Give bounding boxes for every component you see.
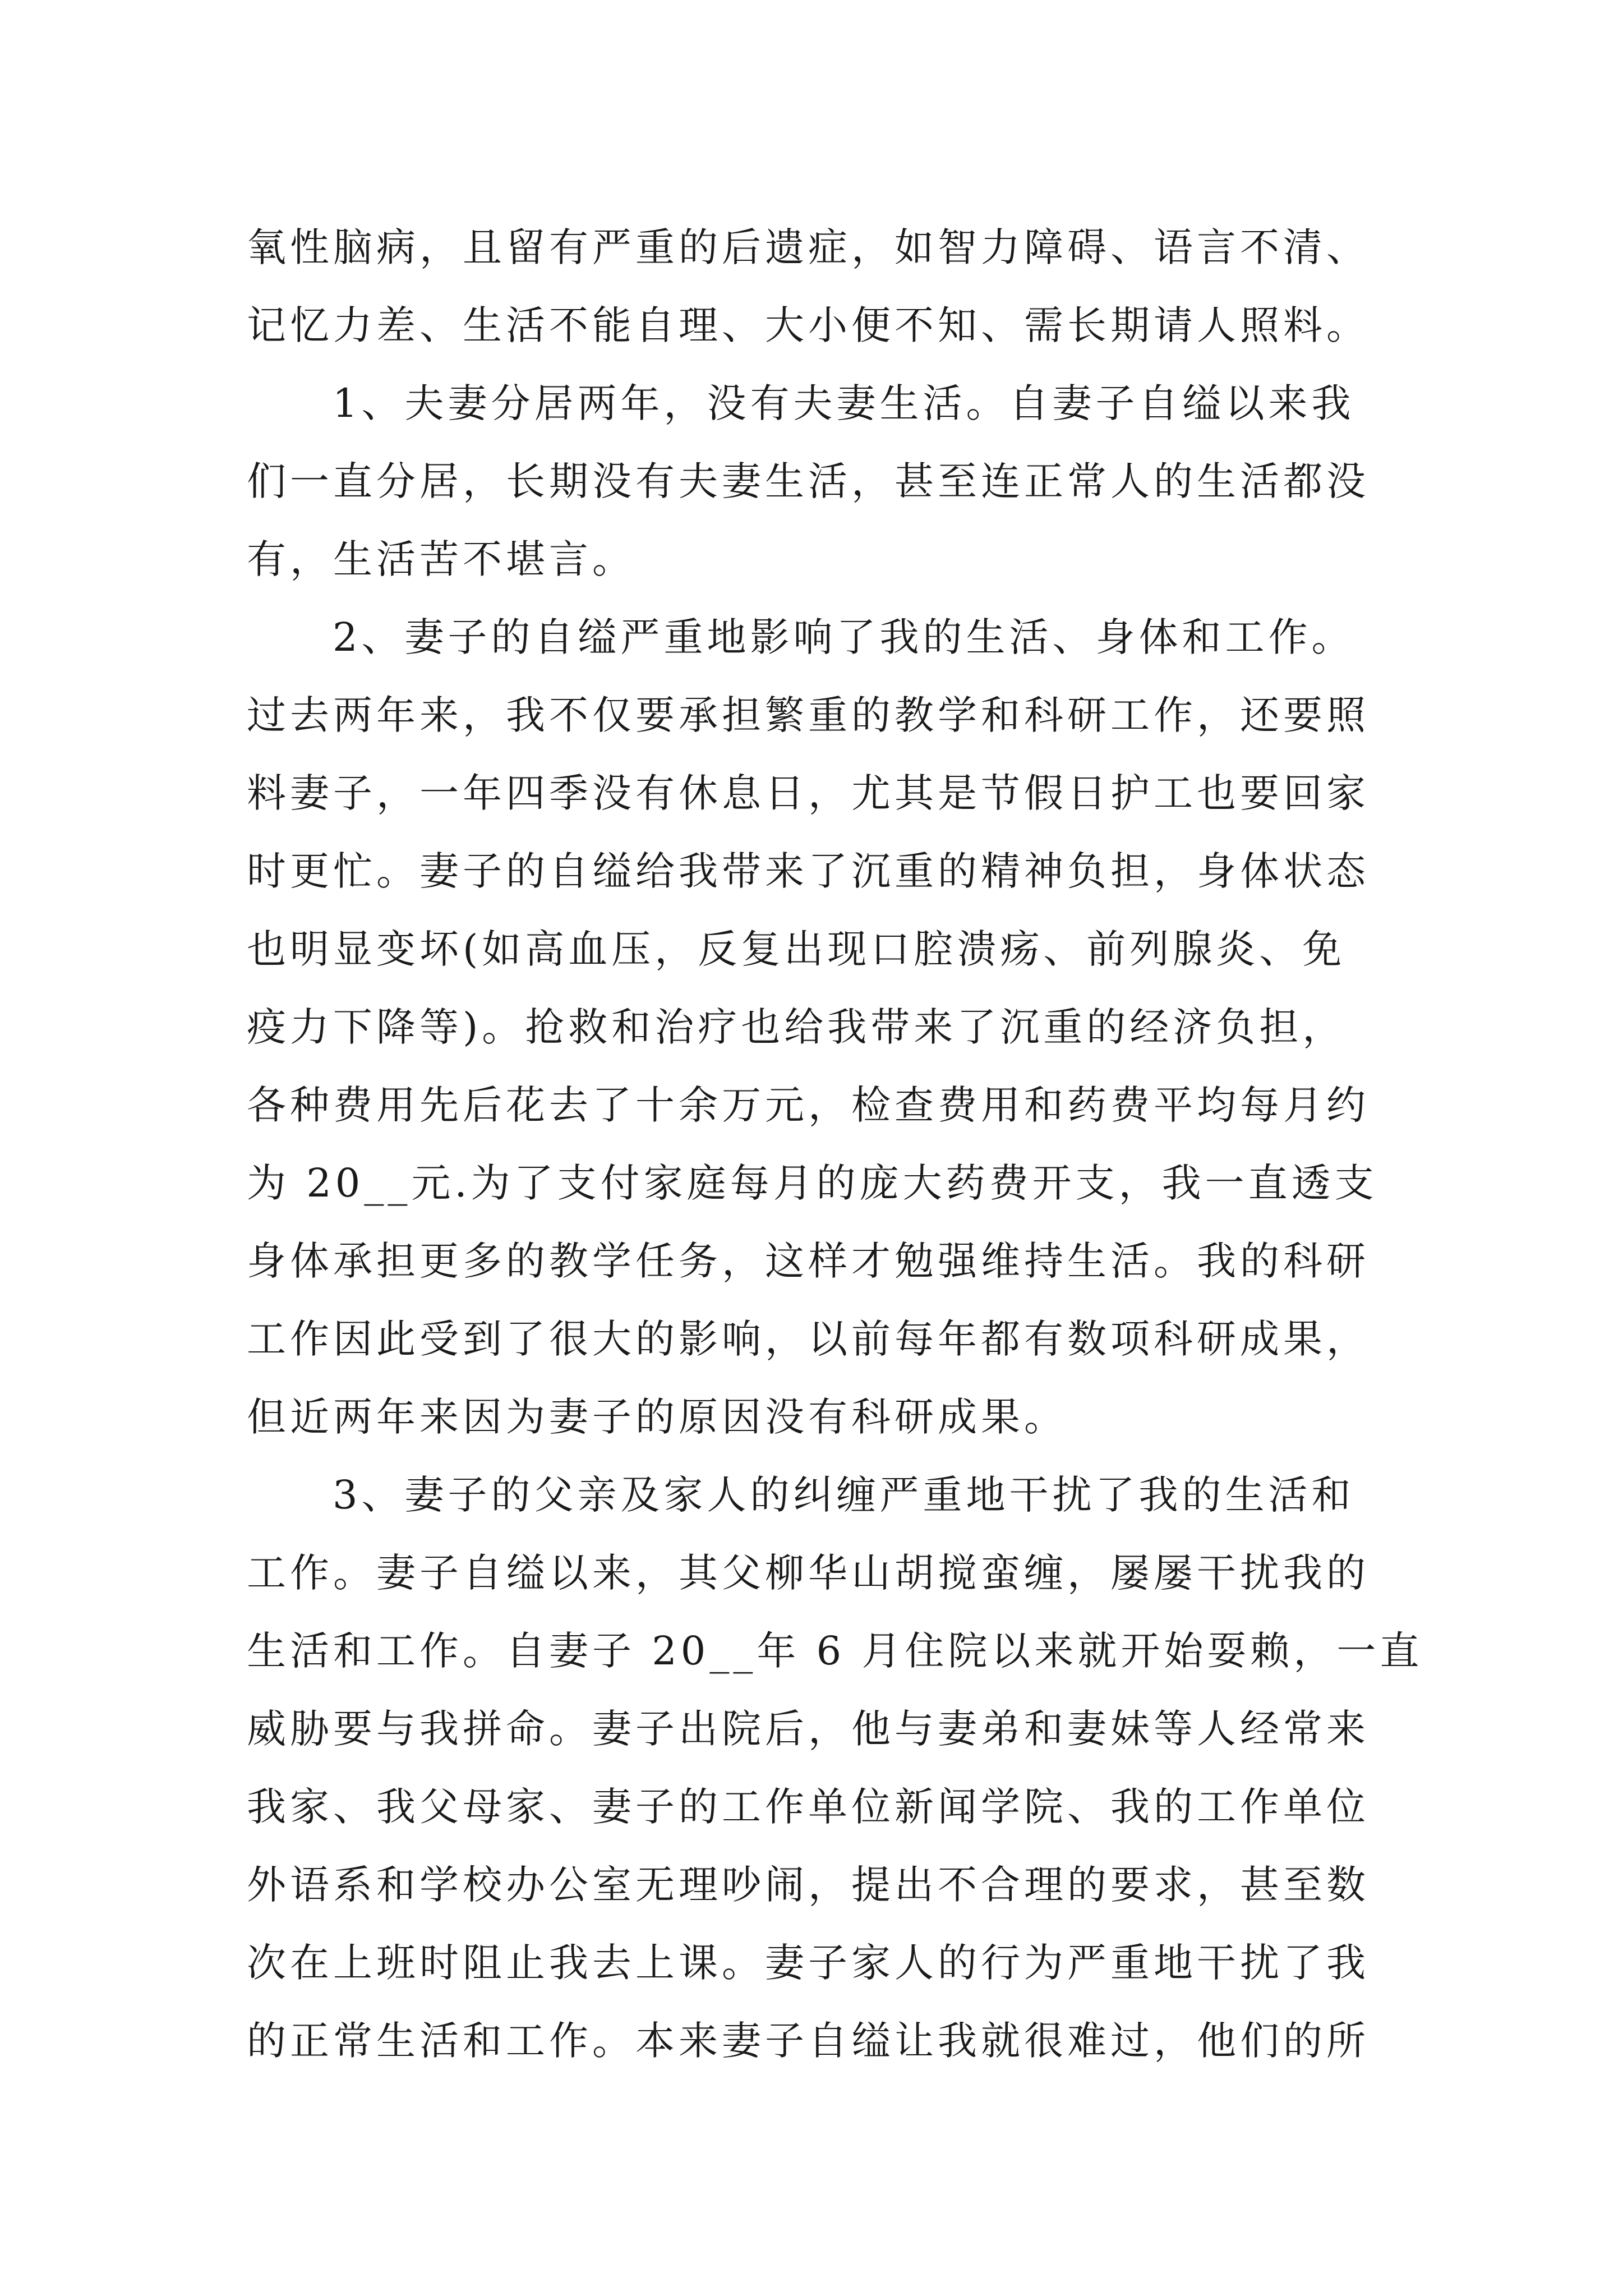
text-line: 3、妻子的父亲及家人的纠缠严重地干扰了我的生活和 xyxy=(333,1472,1355,1518)
text-line: 1、夫妻分居两年，没有夫妻生活。自妻子自缢以来我 xyxy=(333,380,1355,426)
text-line: 记忆力差、生活不能自理、大小便不知、需长期请人照料。 xyxy=(247,302,1370,348)
text-line: 的正常生活和工作。本来妻子自缢让我就很难过，他们的所 xyxy=(247,2018,1370,2064)
text-line: 但近两年来因为妻子的原因没有科研成果。 xyxy=(247,1394,1067,1440)
text-line: 过去两年来，我不仅要承担繁重的教学和科研工作，还要照 xyxy=(247,692,1370,738)
text-line: 工作。妻子自缢以来，其父柳华山胡搅蛮缠，屡屡干扰我的 xyxy=(247,1550,1370,1596)
text-line: 们一直分居，长期没有夫妻生活，甚至连正常人的生活都没 xyxy=(247,458,1370,504)
text-line: 氧性脑病，且留有严重的后遗症，如智力障碍、语言不清、 xyxy=(247,224,1370,270)
text-line: 2、妻子的自缢严重地影响了我的生活、身体和工作。 xyxy=(333,614,1355,660)
text-line: 料妻子，一年四季没有休息日，尤其是节假日护工也要回家 xyxy=(247,770,1370,816)
text-line: 也明显变坏(如高血压，反复出现口腔溃疡、前列腺炎、免 xyxy=(247,926,1346,972)
text-line: 生活和工作。自妻子 20__年 6 月住院以来就开始耍赖，一直 xyxy=(247,1628,1423,1674)
document-body xyxy=(247,209,1423,2080)
text-line: 外语系和学校办公室无理吵闹，提出不合理的要求，甚至数 xyxy=(247,1862,1370,1908)
text-line: 各种费用先后花去了十余万元，检查费用和药费平均每月约 xyxy=(247,1082,1370,1128)
text-line: 身体承担更多的教学任务，这样才勉强维持生活。我的科研 xyxy=(247,1238,1370,1284)
text-line: 时更忙。妻子的自缢给我带来了沉重的精神负担，身体状态 xyxy=(247,848,1370,894)
text-line: 为 20__元.为了支付家庭每月的庞大药费开支，我一直透支 xyxy=(247,1160,1378,1206)
text-line: 次在上班时阻止我去上课。妻子家人的行为严重地干扰了我 xyxy=(247,1940,1370,1986)
text-line: 威胁要与我拼命。妻子出院后，他与妻弟和妻妹等人经常来 xyxy=(247,1706,1370,1752)
text-line: 工作因此受到了很大的影响，以前每年都有数项科研成果， xyxy=(247,1316,1370,1362)
text-line: 疫力下降等)。抢救和治疗也给我带来了沉重的经济负担， xyxy=(247,1004,1346,1050)
text-line: 我家、我父母家、妻子的工作单位新闻学院、我的工作单位 xyxy=(247,1784,1370,1830)
text-line: 有，生活苦不堪言。 xyxy=(247,536,635,582)
